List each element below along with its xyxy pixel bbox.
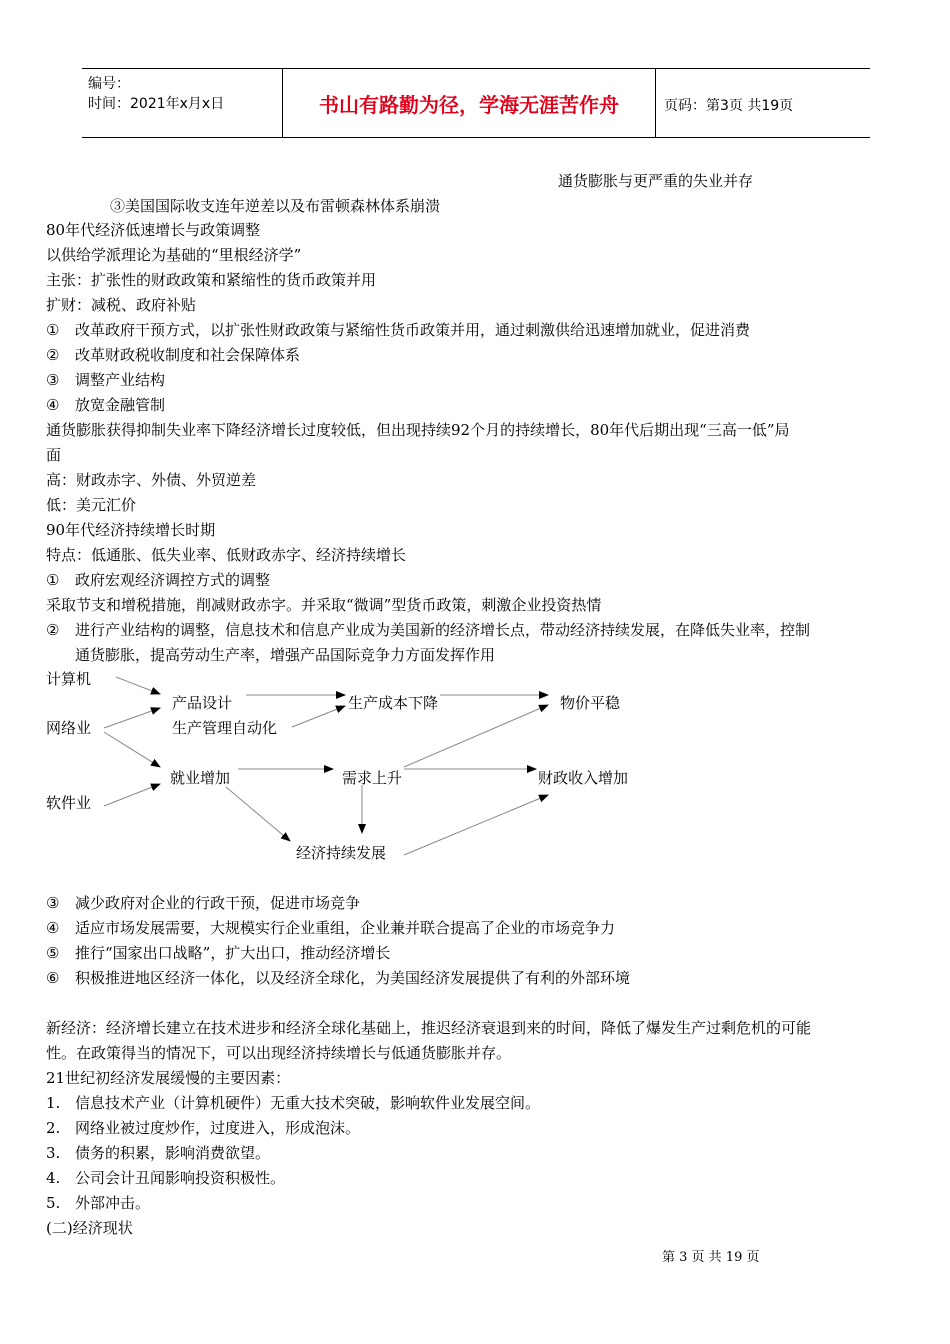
header-page-label: 页码：第3页 共19页 — [664, 98, 794, 114]
text-line: 扩财：减税、政府补贴 — [46, 296, 197, 314]
list-item: 改革财政税收制度和社会保障体系 — [75, 346, 301, 364]
list-item: 公司会计丑闻影响投资积极性。 — [75, 1169, 286, 1187]
list-marker: ② — [46, 621, 60, 639]
section-heading: 80年代经济低速增长与政策调整 — [46, 221, 261, 239]
list-item: 网络业被过度炒作，过度进入，形成泡沫。 — [75, 1119, 361, 1137]
text-line: 低：美元汇价 — [46, 496, 137, 514]
arrow-network-employment — [104, 732, 160, 767]
node-software: 软件业 — [46, 794, 92, 812]
list-item: 减少政府对企业的行政干预，促进市场竞争 — [75, 894, 361, 912]
arrow-network-design — [104, 708, 160, 728]
section-heading: 90年代经济持续增长时期 — [46, 521, 216, 539]
text-line: 高：财政赤字、外债、外贸逆差 — [46, 471, 257, 489]
list-marker: 5. — [46, 1194, 61, 1212]
section-heading: (二)经济现状 — [46, 1219, 133, 1237]
node-computer: 计算机 — [46, 670, 92, 688]
list-marker: 2. — [46, 1119, 61, 1137]
page-footer: 第 3 页 共 19 页 — [662, 1250, 760, 1265]
text-line: 性。在政策得当的情况下，可以出现经济持续增长与低通货膨胀并存。 — [46, 1044, 512, 1062]
text-line: 新经济：经济增长建立在技术进步和经济全球化基础上，推迟经济衰退到来的时间，降低了爆发生产过剩危机的可能 — [46, 1019, 812, 1037]
text-line: 采取节支和增税措施，削减财政赤字。并采取“微调”型货币政策，刺激企业投资热情 — [46, 596, 602, 614]
list-item: 放宽金融管制 — [75, 396, 166, 414]
node-employment: 就业增加 — [170, 769, 231, 787]
list-item: 改革政府干预方式，以扩张性财政政策与紧缩性货币政策并用，通过刺激供给迅速增加就业，促进消费 — [75, 321, 751, 339]
text-line: 面 — [46, 446, 62, 464]
list-item: 推行“国家出口战略”，扩大出口，推动经济增长 — [75, 944, 391, 962]
node-price-stable: 物价平稳 — [560, 694, 621, 712]
node-growth: 经济持续发展 — [296, 844, 387, 862]
text-line: ③美国国际收支连年逆差以及布雷顿森林体系崩溃 — [110, 197, 441, 215]
list-marker: ③ — [46, 894, 60, 912]
list-item-continued: 通货膨胀，提高劳动生产率，增强产品国际竞争力方面发挥作用 — [75, 646, 496, 664]
page-header — [82, 68, 870, 138]
header-motto: 书山有路勤为径，学海无涯苦作舟 — [283, 69, 656, 137]
text-line: 特点：低通胀、低失业率、低财政赤字、经济持续增长 — [46, 546, 407, 564]
list-item: 外部冲击。 — [75, 1194, 151, 1212]
list-marker: ⑤ — [46, 944, 60, 962]
list-marker: ② — [46, 346, 60, 364]
doc-time-label: 时间：2021年x月x日 — [88, 96, 225, 112]
list-marker: 3. — [46, 1144, 61, 1162]
arrow-automation-cost — [292, 706, 345, 727]
list-marker: ⑥ — [46, 969, 60, 987]
list-item: 积极推进地区经济一体化，以及经济全球化，为美国经济发展提供了有利的外部环境 — [75, 969, 631, 987]
list-item: 适应市场发展需要，大规模实行企业重组，企业兼并联合提高了企业的市场竞争力 — [75, 919, 616, 937]
arrow-software-employment — [104, 784, 160, 806]
node-network: 网络业 — [46, 719, 92, 737]
node-revenue: 财政收入增加 — [538, 769, 629, 787]
arrow-computer-design — [116, 677, 160, 694]
arrow-demand-price — [404, 705, 548, 767]
list-marker: ④ — [46, 919, 60, 937]
list-item: 调整产业结构 — [75, 371, 166, 389]
header-meta — [82, 69, 283, 137]
list-item: 政府宏观经济调控方式的调整 — [75, 571, 271, 589]
node-cost-down: 生产成本下降 — [348, 694, 439, 712]
list-marker: 4. — [46, 1169, 61, 1187]
text-line: 通货膨胀与更严重的失业并存 — [558, 172, 754, 190]
text-line: 以供给学派理论为基础的“里根经济学” — [46, 246, 302, 264]
section-heading: 21世纪初经济发展缓慢的主要因素： — [46, 1069, 291, 1087]
list-marker: ① — [46, 571, 60, 589]
list-item: 信息技术产业（计算机硬件）无重大技术突破，影响软件业发展空间。 — [75, 1094, 541, 1112]
doc-code-label: 编号： — [88, 76, 130, 92]
arrow-growth-revenue — [404, 795, 548, 855]
text-line: 主张：扩张性的财政政策和紧缩性的货币政策并用 — [46, 271, 377, 289]
list-item: 债务的积累，影响消费欲望。 — [75, 1144, 271, 1162]
node-product-design: 产品设计 — [172, 694, 233, 712]
list-marker: ④ — [46, 396, 60, 414]
list-item: 进行产业结构的调整，信息技术和信息产业成为美国新的经济增长点，带动经济持续发展，在降低失业率，控制 — [75, 621, 811, 639]
list-marker: ③ — [46, 371, 60, 389]
text-line: 通货膨胀获得抑制失业率下降经济增长过度较低，但出现持续92个月的持续增长，80年代后期出现“三高一低”局 — [46, 421, 790, 439]
node-demand: 需求上升 — [342, 769, 403, 787]
node-automation: 生产管理自动化 — [172, 719, 278, 737]
arrow-employment-growth — [226, 787, 290, 841]
list-marker: 1. — [46, 1094, 61, 1112]
list-marker: ① — [46, 321, 60, 339]
